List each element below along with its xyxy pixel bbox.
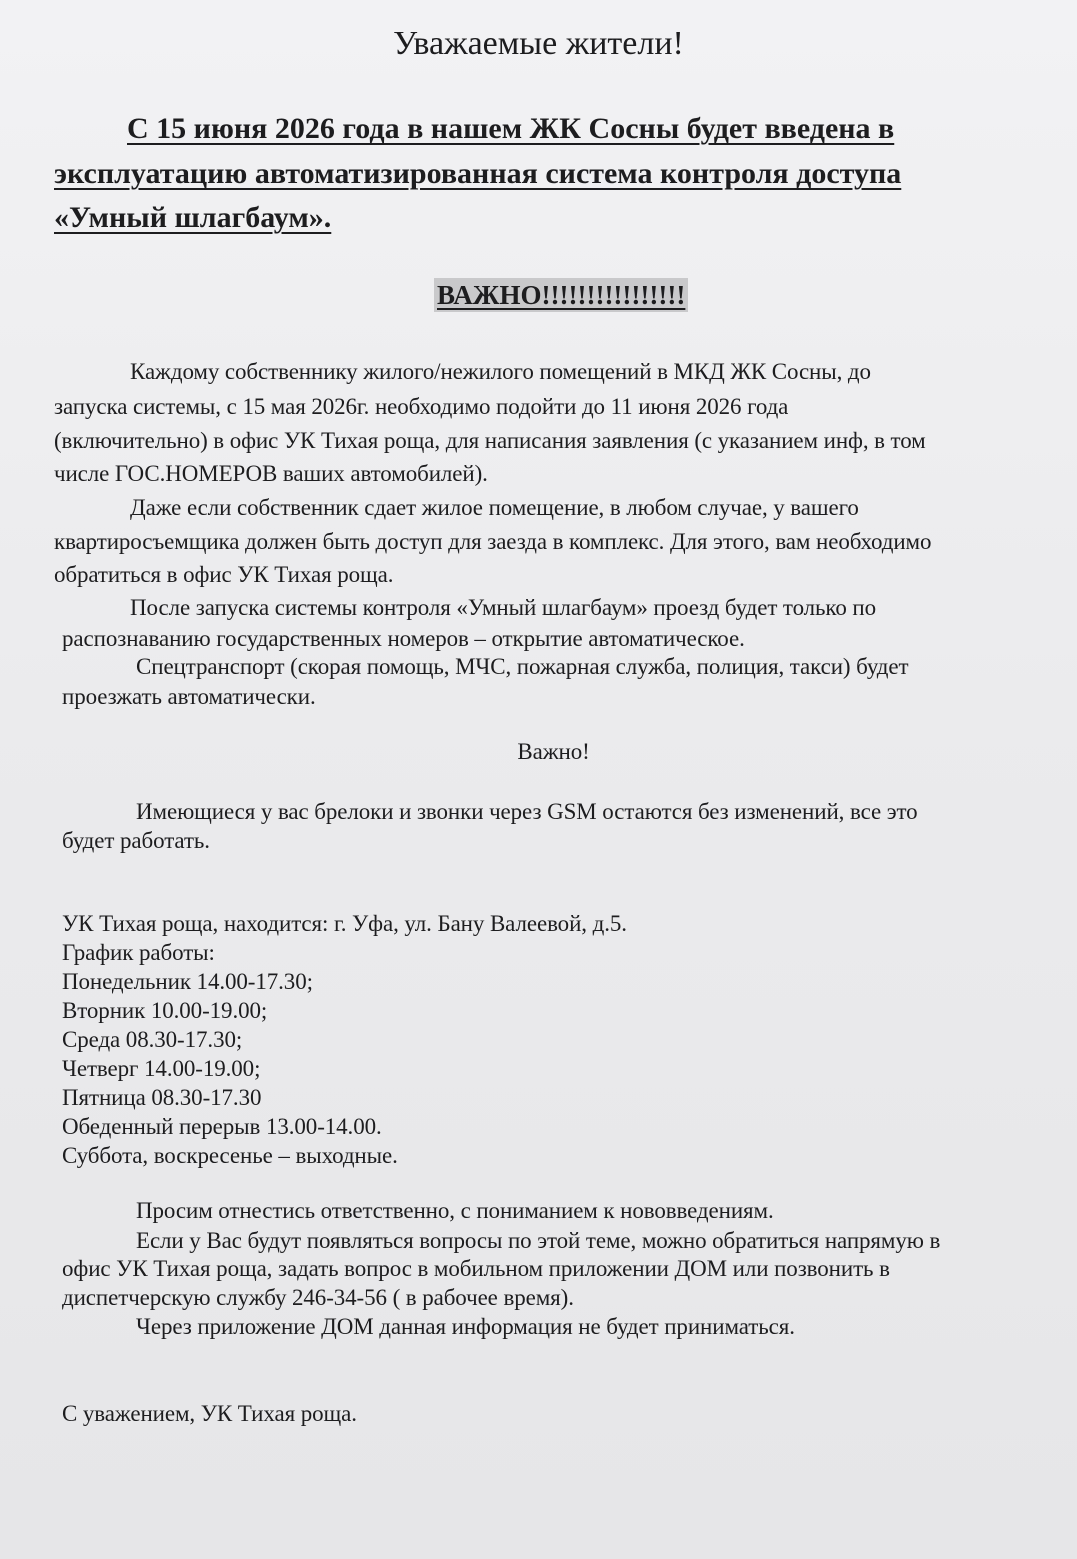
closing-line-4: диспетчерскую службу 246-34-56 ( в рабочее время). (62, 1285, 574, 1310)
paragraph5-line-2: будет работать. (62, 828, 210, 853)
paragraph4-line-1: Спецтранспорт (скорая помощь, МЧС, пожарная служба, полиция, такси) будет (136, 654, 909, 679)
schedule-friday: Пятница 08.30-17.30 (62, 1085, 262, 1110)
paragraph2-line-1: Даже если собственник сдает жилое помещение, в любом случае, у вашего (130, 495, 859, 520)
signature: С уважением, УК Тихая роща. (62, 1401, 357, 1426)
paragraph1-line-4: числе ГОС.НОМЕРОВ ваших автомобилей). (54, 461, 488, 486)
headline-line-3: «Умный шлагбаум». (54, 201, 332, 234)
closing-line-2: Если у Вас будут появляться вопросы по этой теме, можно обратиться напрямую в (136, 1228, 941, 1253)
paragraph3-line-2: распознаванию государственных номеров – открытие автоматическое. (62, 626, 745, 651)
notice-title: Уважаемые жители! (393, 25, 684, 62)
important-note: Важно! (517, 739, 590, 764)
schedule-thursday: Четверг 14.00-19.00; (62, 1056, 261, 1081)
closing-line-5: Через приложение ДОМ данная информация не будет приниматься. (136, 1314, 795, 1339)
schedule-tuesday: Вторник 10.00-19.00; (62, 998, 268, 1023)
paragraph2-line-2: квартиросъемщика должен быть доступ для заезда в комплекс. Для этого, вам необходимо (54, 529, 932, 554)
office-address: УК Тихая роща, находится: г. Уфа, ул. Бану Валеевой, д.5. (62, 911, 627, 936)
paragraph1-line-2: запуска системы, с 15 мая 2026г. необходимо подойти до 11 июня 2026 года (54, 394, 789, 419)
headline-line-2: эксплуатацию автоматизированная система контроля доступа (54, 157, 902, 190)
schedule-lunch: Обеденный перерыв 13.00-14.00. (62, 1114, 382, 1139)
closing-line-1: Просим отнестись ответственно, с пониманием к нововведениям. (136, 1198, 774, 1223)
closing-line-3: офис УК Тихая роща, задать вопрос в мобильном приложении ДОМ или позвонить в (62, 1256, 890, 1281)
paragraph3-line-1: После запуска системы контроля «Умный шлагбаум» проезд будет только по (130, 595, 876, 620)
schedule-monday: Понедельник 14.00-17.30; (62, 969, 313, 994)
schedule-weekend: Суббота, воскресенье – выходные. (62, 1143, 398, 1168)
paragraph5-line-1: Имеющиеся у вас брелоки и звонки через GSM остаются без изменений, все это (136, 799, 918, 824)
paragraph2-line-3: обратиться в офис УК Тихая роща. (54, 562, 394, 587)
important-label: ВАЖНО!!!!!!!!!!!!!!!! (434, 278, 688, 312)
paragraph4-line-2: проезжать автоматически. (62, 684, 316, 709)
paragraph1-line-1: Каждому собственнику жилого/нежилого помещений в МКД ЖК Сосны, до (130, 359, 871, 384)
headline-line-1: С 15 июня 2026 года в нашем ЖК Сосны будет введена в (127, 112, 895, 145)
schedule-title: График работы: (62, 940, 215, 965)
paragraph1-line-3: (включительно) в офис УК Тихая роща, для написания заявления (с указанием инф, в том (54, 428, 926, 453)
schedule-wednesday: Среда 08.30-17.30; (62, 1027, 243, 1052)
